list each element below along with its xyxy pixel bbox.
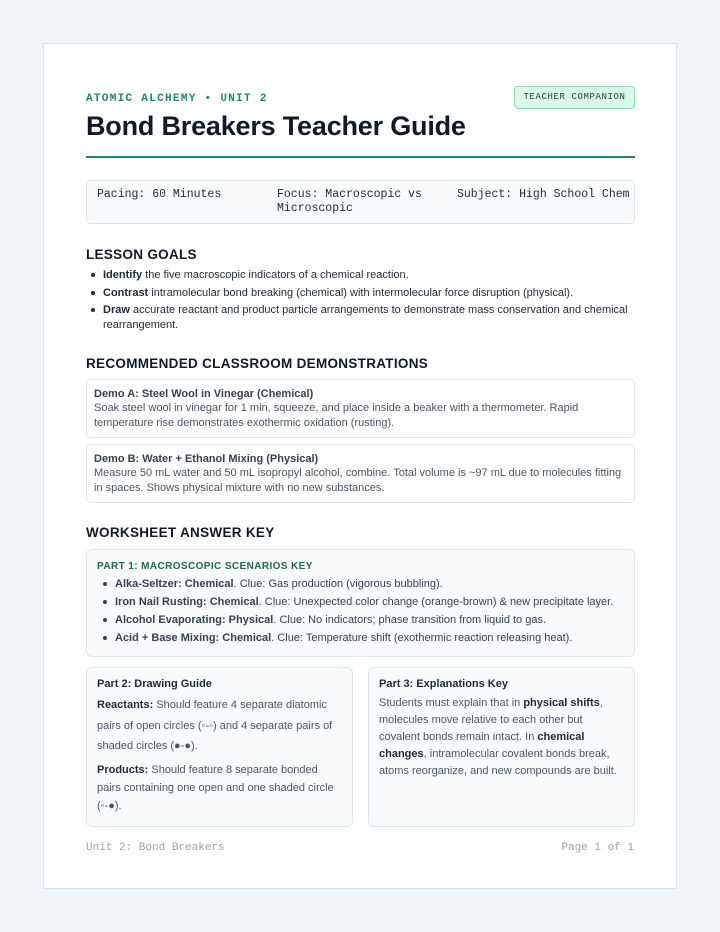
- products-text: Should feature 8 separate bonded pairs containing one open and one shaded circle (◦-●).: [97, 763, 334, 812]
- lesson-meta-box: [86, 180, 635, 224]
- explanation-text: , molecules move relative to each other but covalent bonds remain intact. In: [379, 697, 603, 743]
- teacher-companion-badge: TEACHER COMPANION: [514, 86, 635, 109]
- demonstrations-heading: RECOMMENDED CLASSROOM DEMONSTRATIONS: [86, 356, 429, 371]
- part1-heading: PART 1: MACROSCOPIC SCENARIOS KEY: [97, 561, 313, 572]
- lesson-goals-heading: LESSON GOALS: [86, 247, 197, 262]
- list-item: [97, 611, 624, 629]
- goal-verb: Draw: [103, 304, 130, 316]
- reactants-label: Reactants:: [97, 699, 154, 711]
- reactants-paragraph: [97, 695, 342, 757]
- goal-verb: Contrast: [103, 286, 149, 299]
- reactants-text: Should feature 4 separate diatomic pairs of open circles (◦-◦) and 4 separate pairs of shaded circles (●-●).: [97, 699, 333, 752]
- demo-description: Soak steel wool in vinegar for 1 min, squeeze, and place inside a beaker with a thermometer. Rapid temperature rise demonstrates exothermic oxidation (rusting).: [94, 402, 579, 429]
- demo-card-b: [86, 444, 635, 503]
- scenario-clue: . Clue: Temperature shift (exothermic reaction releasing heat).: [271, 632, 573, 644]
- explanations-paragraph: [379, 695, 624, 780]
- goal-text: the five macroscopic indicators of a chemical reaction.: [142, 269, 409, 281]
- goal-text: intramolecular bond breaking (chemical) with intermolecular force disruption (physical).: [148, 286, 574, 299]
- document-page: [43, 43, 677, 889]
- explanation-emphasis: chemical changes: [379, 731, 585, 760]
- unit-kicker: ATOMIC ALCHEMY • UNIT 2: [86, 93, 268, 105]
- goal-text: accurate reactant and product particle arrangements to demonstrate mass conservation and chemical rearrangement.: [103, 304, 628, 331]
- focus-line-1: Focus: Macroscopic vs: [277, 188, 422, 201]
- scenario-label: Iron Nail Rusting: Chemical: [115, 596, 259, 608]
- explanation-text: , intramolecular covalent bonds break, atoms reorganize, and new compounds are built.: [379, 748, 617, 777]
- focus-label: [277, 188, 422, 216]
- part1-answer-list: [97, 575, 624, 647]
- list-item: [86, 286, 635, 301]
- demo-description: Measure 50 mL water and 50 mL isopropyl alcohol, combine. Total volume is ~97 mL due to molecules fitting in spaces. Shows physical mixture with no new substances.: [94, 467, 622, 494]
- page-title: Bond Breakers Teacher Guide: [86, 111, 466, 141]
- explanation-emphasis: physical shifts: [523, 697, 600, 709]
- lesson-goals-list: [86, 268, 635, 335]
- demo-card-a: [86, 379, 635, 438]
- part2-drawing-guide-card: [86, 667, 353, 827]
- part2-heading: Part 2: Drawing Guide: [97, 678, 212, 690]
- title-divider: [86, 156, 635, 158]
- products-paragraph: [97, 761, 342, 815]
- list-item: [86, 268, 635, 283]
- scenario-clue: . Clue: Unexpected color change (orange-brown) & new precipitate layer.: [258, 596, 614, 608]
- focus-line-2: Microscopic: [277, 202, 353, 215]
- footer-unit-label: Unit 2: Bond Breakers: [86, 842, 225, 854]
- pacing-label: Pacing: 60 Minutes: [97, 188, 222, 201]
- list-item: [97, 629, 624, 647]
- part1-answer-box: [86, 549, 635, 657]
- subject-label: Subject: High School Chem: [457, 188, 630, 201]
- answer-key-heading: WORKSHEET ANSWER KEY: [86, 525, 275, 540]
- demo-title: Demo B: Water + Ethanol Mixing (Physical): [94, 453, 319, 465]
- scenario-label: Alcohol Evaporating: Physical: [115, 614, 274, 626]
- footer-page-number: Page 1 of 1: [561, 842, 634, 854]
- demo-title: Demo A: Steel Wool in Vinegar (Chemical): [94, 388, 314, 400]
- part3-explanations-card: [368, 667, 635, 827]
- products-label: Products:: [97, 763, 149, 776]
- scenario-clue: . Clue: No indicators; phase transition from liquid to gas.: [273, 614, 547, 626]
- goal-verb: Identify: [103, 269, 143, 281]
- scenario-label: Acid + Base Mixing: Chemical: [115, 632, 272, 644]
- scenario-clue: . Clue: Gas production (vigorous bubbling).: [233, 578, 443, 590]
- list-item: [97, 593, 624, 611]
- list-item: [86, 303, 635, 332]
- explanation-text: Students must explain that in: [379, 697, 524, 709]
- list-item: [97, 575, 624, 593]
- scenario-label: Alka-Seltzer: Chemical: [115, 578, 234, 590]
- part3-heading: Part 3: Explanations Key: [379, 678, 508, 690]
